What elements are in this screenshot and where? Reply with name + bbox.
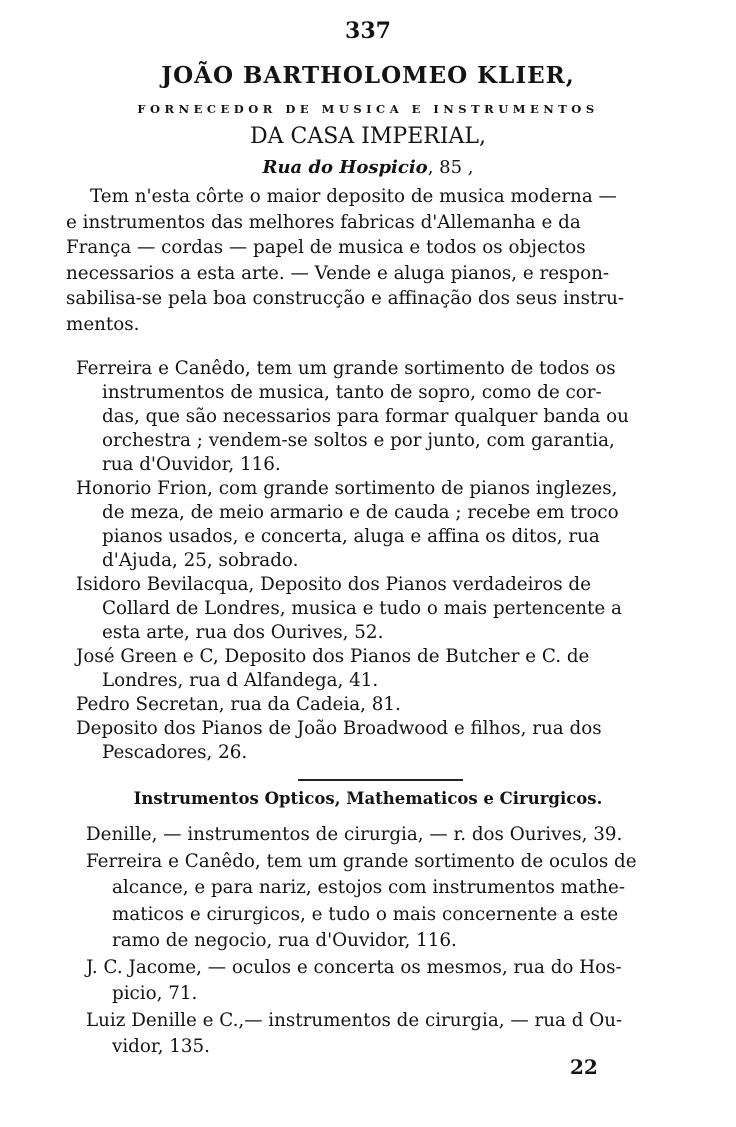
entry-line: d'Ajuda, 25, sobrado. — [102, 550, 299, 571]
entry-line: Ferreira e Canêdo, tem um grande sortimento de oculos de — [86, 850, 637, 872]
entry-line: Denille, — instrumentos de cirurgia, — r. dos Ourives, 39. — [86, 824, 623, 845]
entry-line: Deposito dos Pianos de João Broadwood e filhos, rua dos — [76, 718, 602, 739]
list-item — [86, 955, 674, 1008]
entry-line: maticos e cirurgicos, e tudo o mais concernente a este — [112, 903, 619, 925]
entry-line: esta arte, rua dos Ourives, 52. — [102, 622, 384, 643]
ad-line: mentos. — [66, 313, 140, 335]
list-item — [86, 822, 674, 849]
footer-number: 22 — [570, 1055, 598, 1079]
list-item — [76, 357, 666, 477]
entry-line: orchestra ; vendem-se soltos e por junto, com garantia, — [102, 430, 615, 451]
entry-line: picio, 71. — [112, 983, 198, 1004]
entry-line: Collard de Londres, musica e tudo o mais pertencente a — [102, 598, 622, 619]
list-item — [86, 1008, 674, 1061]
address — [0, 157, 736, 178]
section-divider — [298, 779, 463, 781]
ad-line: Tem n'esta côrte o maior deposito de musica moderna — — [90, 186, 617, 207]
entry-line: Pedro Secretan, rua da Cadeia, 81. — [76, 694, 401, 715]
entry-line: alcance, e para nariz, estojos com instrumentos mathe- — [112, 877, 626, 898]
ad-line: e instrumentos das melhores fabricas d'Allemanha e da — [66, 211, 581, 233]
list-item — [76, 693, 666, 717]
list-item — [86, 849, 674, 955]
music-entries — [76, 357, 666, 765]
entry-line: rua d'Ouvidor, 116. — [102, 454, 281, 475]
supplier-line: FORNECEDOR DE MUSICA E INSTRUMENTOS — [137, 102, 599, 116]
entry-line: Honorio Frion, com grande sortimento de pianos inglezes, — [76, 478, 618, 499]
entry-line: Pescadores, 26. — [102, 742, 248, 763]
list-item — [76, 717, 666, 765]
ad-line: França — cordas — papel de musica e todos os objectos — [66, 237, 586, 258]
list-item — [76, 645, 666, 693]
entry-line: Luiz Denille e C.,— instrumentos de cirurgia, — rua d Ou- — [86, 1009, 623, 1031]
merchant-name: JOÃO BARTHOLOMEO KLIER, — [161, 62, 575, 89]
list-item — [76, 573, 666, 645]
address-street: Rua do Hospicio — [262, 157, 428, 178]
entry-line: instrumentos de musica, tanto de sopro, como de cor- — [102, 382, 602, 403]
page-number: 337 — [345, 18, 391, 44]
entry-line: José Green e C, Deposito dos Pianos de Butcher e C. de — [76, 646, 590, 667]
entry-line: Londres, rua d Alfandega, 41. — [102, 670, 379, 691]
entry-line: J. C. Jacome, — oculos e concerta os mesmos, rua do Hos- — [86, 956, 622, 978]
entry-line: de meza, de meio armario e de cauda ; recebe em troco — [102, 502, 619, 523]
entry-line: pianos usados, e concerta, aluga e affina os ditos, rua — [102, 526, 600, 547]
entry-line: ramo de negocio, rua d'Ouvidor, 116. — [112, 930, 457, 951]
list-item — [76, 477, 666, 573]
ad-line: sabilisa-se pela boa construcção e affinação dos seus instru- — [66, 288, 625, 309]
advertisement-paragraph — [66, 184, 660, 337]
entry-line: Ferreira e Canêdo, tem um grande sortimento de todos os — [76, 358, 616, 379]
house-line: DA CASA IMPERIAL, — [249, 124, 487, 149]
entry-line: das, que são necessarios para formar qualquer banda ou — [102, 406, 629, 427]
address-number: , 85 , — [427, 157, 474, 178]
ad-line: necessarios a esta arte. — Vende e aluga pianos, e respon- — [66, 262, 610, 284]
entry-line: vidor, 135. — [112, 1036, 210, 1057]
optical-entries — [86, 822, 674, 1061]
entry-line: Isidoro Bevilacqua, Deposito dos Pianos verdadeiros de — [76, 574, 591, 595]
section-title: Instrumentos Opticos, Mathematicos e Cirurgicos. — [133, 789, 603, 808]
